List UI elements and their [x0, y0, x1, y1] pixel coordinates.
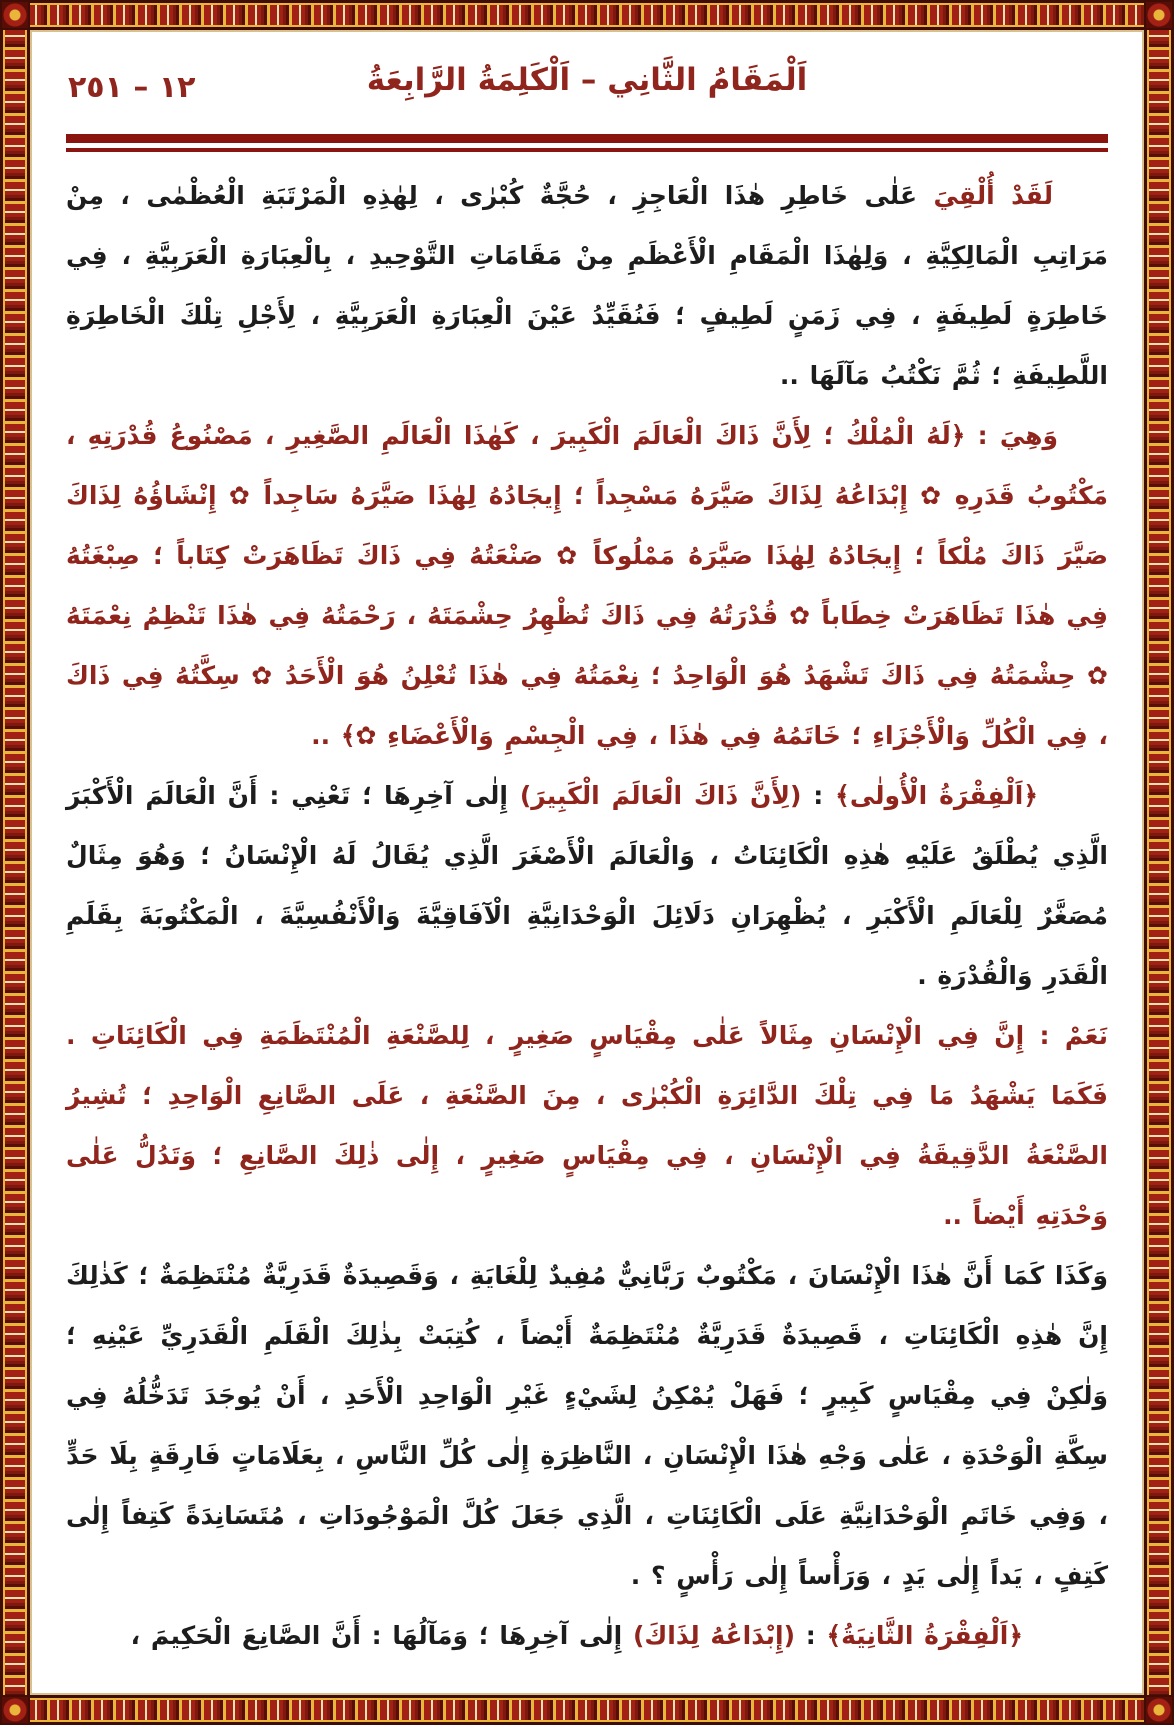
page-header [66, 50, 1108, 124]
p-opening [66, 166, 1108, 406]
p-wakadha [66, 1246, 1108, 1606]
p-fiqra-1 [66, 766, 1108, 1006]
border-ornament-right [1144, 0, 1174, 1725]
border-ornament-left [0, 0, 30, 1725]
text-segment: لَقَدْ أُلْقِيَ [917, 181, 1053, 210]
text-segment: إِلٰى آخِرِهَا ؛ تَعْنِي : أَنَّ الْعَالَمَ الْأَكْبَرَ الَّذِي يُطْلَقُ عَلَيْهِ هٰذِهِ الْكَائِنَاتُ ، وَالْعَالَمَ الْأَصْغَرَ الَّذِي يُقَالُ لَهُ الْإِنْسَانُ ؛ وَهُوَ مِثَالٌ مُصَغَّرٌ لِلْعَالَمِ الْأَكْبَرِ ، يُظْهِرَانِ دَلَائِلَ الْوَحْدَانِيَّةِ الْآفَاقِيَّةَ وَالْأَنْفُسِيَّةَ ، الْمَكْتُوبَةَ بِقَلَمِ الْقَدَرِ وَالْقُدْرَةِ . [66, 781, 1108, 990]
page-content [30, 30, 1144, 1695]
border-ornament-top [0, 0, 1174, 30]
text-segment: ﴿اَلْفِقْرَةُ الثَّانِيَةُ﴾ [826, 1621, 1023, 1650]
border-corner-icon [1144, 0, 1174, 30]
border-corner-icon [0, 1695, 30, 1725]
text-segment: : [801, 781, 836, 810]
text-segment: (إِبْدَاعُهُ لِذَاكَ) [632, 1621, 796, 1650]
text-segment: وَكَذَا كَمَا أَنَّ هٰذَا الْإِنْسَانَ ، مَكْتُوبٌ رَبَّانِيٌّ مُفِيدٌ لِلْغَايَةِ ، وَقَصِيدَةٌ قَدَرِيَّةٌ مُنْتَظِمَةٌ ؛ كَذٰلِكَ إِنَّ هٰذِهِ الْكَائِنَاتِ ، قَصِيدَةٌ قَدَرِيَّةٌ مُنْتَظِمَةٌ أَيْضاً ، كُتِبَتْ بِذٰلِكَ الْقَلَمِ الْقَدَرِيِّ عَيْنِهِ ؛ وَلٰكِنْ فِي مِقْيَاسٍ كَبِيرٍ ؛ فَهَلْ يُمْكِنُ لِشَيْءٍ غَيْرِ الْوَاحِدِ الْأَحَدِ ، أَنْ يُوجَدَ تَدَخُّلُهُ فِي سِكَّةِ الْوَحْدَةِ ، عَلٰى وَجْهِ هٰذَا الْإِنْسَانِ ، النَّاظِرَةِ إِلٰى كُلِّ النَّاسِ ، بِعَلَامَاتٍ فَارِقَةٍ بِلَا حَدٍّ ، وَفِي خَاتَمِ الْوَحْدَانِيَّةِ عَلَى الْكَائِنَاتِ ، الَّذِي جَعَلَ كُلَّ الْمَوْجُودَاتِ ، مُتَسَانِدَةً كَتِفاً إِلٰى كَتِفٍ ، يَداً إِلٰى يَدٍ ، وَرَأْساً إِلٰى رَأْسٍ ؟ . [66, 1261, 1108, 1590]
p-naam [66, 1006, 1108, 1246]
body-text [66, 166, 1108, 1666]
p-quote [66, 406, 1108, 766]
text-segment: (لِأَنَّ ذَاكَ الْعَالَمَ الْكَبِيرَ) [519, 781, 802, 810]
border-corner-icon [0, 0, 30, 30]
text-segment: نَعَمْ : إِنَّ فِي الْإِنْسَانِ مِثَالاً عَلٰى مِقْيَاسٍ صَغِيرٍ ، لِلصَّنْعَةِ الْمُنْتَظَمَةِ فِي الْكَائِنَاتِ . فَكَمَا يَشْهَدُ مَا فِي تِلْكَ الدَّائِرَةِ الْكُبْرٰى ، مِنَ الصَّنْعَةِ ، عَلَى الصَّانِعِ الْوَاحِدِ ؛ تُشِيرُ الصَّنْعَةُ الدَّقِيقَةُ فِي الْإِنْسَانِ ، فِي مِقْيَاسٍ صَغِيرٍ ، إِلٰى ذٰلِكَ الصَّانِعِ ؛ وَتَدُلُّ عَلٰى وَحْدَتِهِ أَيْضاً .. [66, 1021, 1108, 1230]
p-fiqra-2 [66, 1606, 1108, 1666]
page-title: اَلْمَقَامُ الثَّانِي – اَلْكَلِمَةُ الرَّابِعَةُ [366, 62, 808, 98]
text-segment: ﴿اَلْفِقْرَةُ الْأُولٰى﴾ [835, 781, 1038, 810]
text-segment: إِلٰى آخِرِهَا ؛ وَمَآلُهَا : أَنَّ الصَّانِعَ الْحَكِيمَ ، [130, 1621, 633, 1650]
page-number: ١٢ – ٢٥١ [68, 70, 196, 105]
border-corner-icon [1144, 1695, 1174, 1725]
border-ornament-bottom [0, 1695, 1174, 1725]
text-segment: : [795, 1621, 827, 1650]
text-segment: عَلٰى خَاطِرِ هٰذَا الْعَاجِزِ ، حُجَّةٌ كُبْرٰى ، لِهٰذِهِ الْمَرْتَبَةِ الْعُظْمٰى ، مِنْ مَرَاتِبِ الْمَالِكِيَّةِ ، وَلِهٰذَا الْمَقَامِ الْأَعْظَمِ مِنْ مَقَامَاتِ التَّوْحِيدِ ، بِالْعِبَارَةِ الْعَرَبِيَّةِ ، فِي خَاطِرَةٍ لَطِيفَةٍ ، فِي زَمَنٍ لَطِيفٍ ؛ فَنُقَيِّدُ عَيْنَ الْعِبَارَةِ الْعَرَبِيَّةِ ، لِأَجْلِ تِلْكَ الْخَاطِرَةِ اللَّطِيفَةِ ؛ ثُمَّ نَكْتُبُ مَآلَهَا .. [66, 181, 1108, 390]
header-divider-rule [66, 134, 1108, 152]
text-segment: وَهِيَ : ﴿لَهُ الْمُلْكُ ؛ لِأَنَّ ذَاكَ الْعَالَمَ الْكَبِيرَ ، كَهٰذَا الْعَالَمِ الصَّغِيرِ ، مَصْنُوعُ قُدْرَتِهِ ، مَكْتُوبُ قَدَرِهِ ✿ إِبْدَاعُهُ لِذَاكَ صَيَّرَهُ مَسْجِداً ؛ إِيجَادُهُ لِهٰذَا صَيَّرَهُ سَاجِداً ✿ إِنْشَاؤُهُ لِذَاكَ صَيَّرَ ذَاكَ مُلْكاً ؛ إِيجَادُهُ لِهٰذَا صَيَّرَهُ مَمْلُوكاً ✿ صَنْعَتُهُ فِي ذَاكَ تَظَاهَرَتْ كِتَاباً ؛ صِبْغَتُهُ فِي هٰذَا تَظَاهَرَتْ خِطَاباً ✿ قُدْرَتُهُ فِي ذَاكَ تُظْهِرُ حِشْمَتَهُ ، رَحْمَتُهُ فِي هٰذَا تَنْظِمُ نِعْمَتَهُ ✿ حِشْمَتُهُ فِي ذَاكَ تَشْهَدُ هُوَ الْوَاحِدُ ؛ نِعْمَتُهُ فِي هٰذَا تُعْلِنُ هُوَ الْأَحَدُ ✿ سِكَّتُهُ فِي ذَاكَ ، فِي الْكُلِّ وَالْأَجْزَاءِ ؛ خَاتَمُهُ فِي هٰذَا ، فِي الْجِسْمِ وَالْأَعْضَاءِ ✿﴾ .. [66, 421, 1108, 750]
